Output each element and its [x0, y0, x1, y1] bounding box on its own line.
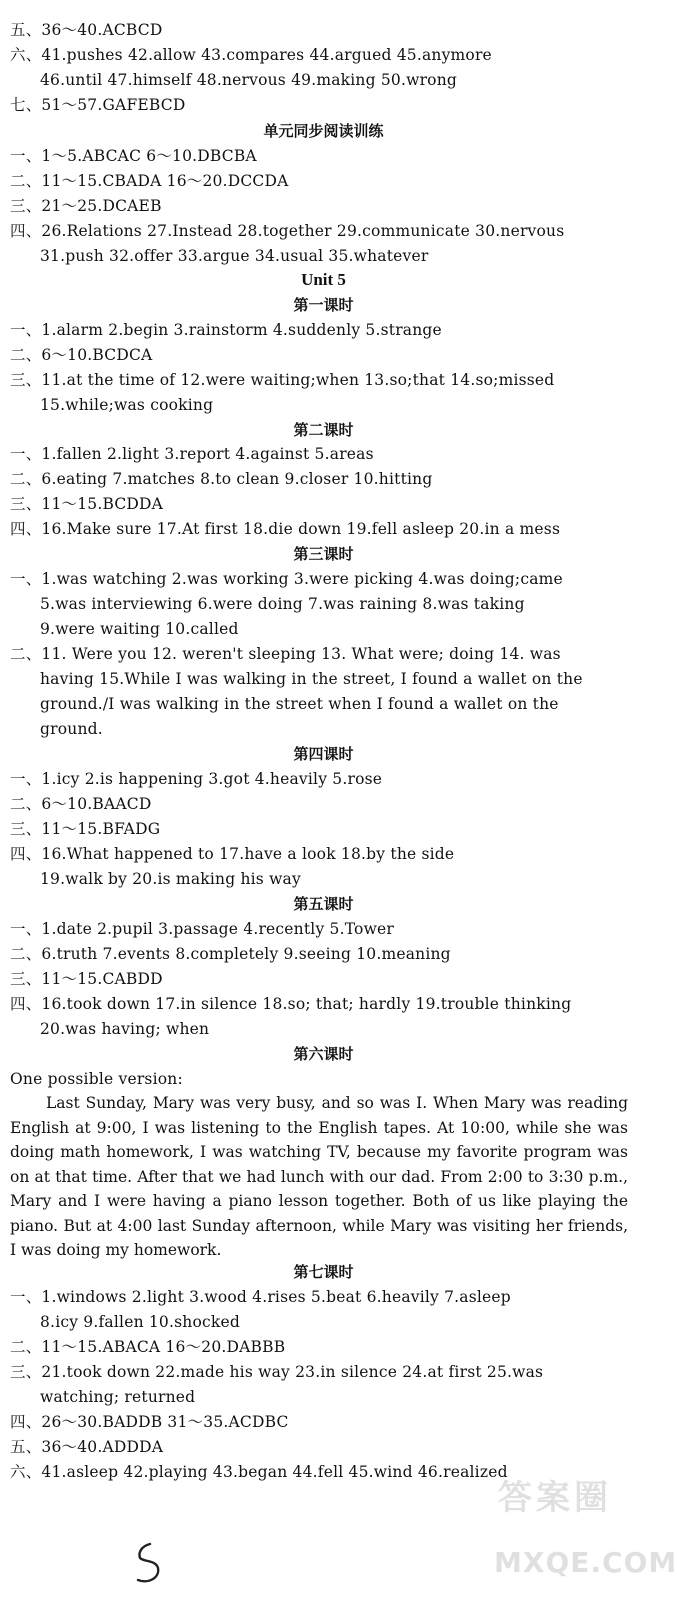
answer-line: 20.was having; when — [40, 1020, 210, 1038]
answer-line: 二、11. Were you 12. weren't sleeping 13. What were; doing 14. was — [10, 645, 561, 663]
answer-line: ground. — [40, 720, 103, 738]
answer-line: 三、21～25.DCAEB — [10, 197, 162, 215]
answer-line: 四、26～30.BADDB 31～35.ACDBC — [10, 1413, 289, 1431]
watermark-title: 答案圈 — [498, 1478, 612, 1518]
answer-line: ground./I was walking in the street when I found a wallet on the — [40, 695, 559, 713]
essay-paragraph: Last Sunday, Mary was very busy, and so was I. When Mary was reading English at 9:00, I was listening to the English tapes. At 10:00, while she was doing math homework, I was watching TV, because my favorite program was on at that time. After that we had lunch with our dad. From 2:00 to 3:30 p.m., Mary and I were having a piano lesson together. Both of us like playing the piano. But at 4:00 last Sunday afternoon, while Mary was visiting her friends, I was doing my homework. — [10, 1094, 628, 1259]
answer-line: 四、16.What happened to 17.have a look 18.by the side — [10, 845, 455, 863]
answer-line: 二、6～10.BAACD — [10, 795, 152, 813]
handwritten-mark — [120, 1538, 180, 1588]
answer-line: 5.was interviewing 6.were doing 7.was raining 8.was taking — [40, 595, 525, 613]
answer-line: 8.icy 9.fallen 10.shocked — [40, 1313, 240, 1331]
answer-line: 三、11.at the time of 12.were waiting;when 13.so;that 14.so;missed — [10, 371, 555, 389]
answer-line: 二、6～10.BCDCA — [10, 346, 153, 364]
watermark-logo — [490, 1470, 677, 1585]
answer-line: 15.while;was cooking — [40, 396, 214, 414]
answer-line: 三、11～15.BFADG — [10, 820, 161, 838]
answer-line: 19.walk by 20.is making his way — [40, 870, 301, 888]
lesson-heading: 第七课时 — [293, 1263, 354, 1281]
answer-line: 一、1.fallen 2.light 3.report 4.against 5.areas — [10, 445, 374, 463]
answer-line: 一、1～5.ABCAC 6～10.DBCBA — [10, 147, 257, 165]
lesson-heading: 第三课时 — [293, 545, 354, 563]
answer-line: 二、11～15.ABACA 16～20.DABBB — [10, 1338, 286, 1356]
answer-line: 三、11～15.CABDD — [10, 970, 163, 988]
answer-line: 一、1.icy 2.is happening 3.got 4.heavily 5.rose — [10, 770, 383, 788]
lesson-heading: 第一课时 — [293, 296, 354, 314]
lesson-heading: 第四课时 — [293, 745, 354, 763]
answer-line: 四、16.took down 17.in silence 18.so; that; hardly 19.trouble thinking — [10, 995, 572, 1013]
answer-line: 一、1.date 2.pupil 3.passage 4.recently 5.Tower — [10, 920, 395, 938]
answer-line: 七、51～57.GAFEBCD — [10, 96, 186, 114]
answer-line: 二、11～15.CBADA 16～20.DCCDA — [10, 172, 289, 190]
answer-line: 四、16.Make sure 17.At first 18.die down 19.fell asleep 20.in a mess — [10, 520, 561, 538]
lesson-heading: 第五课时 — [293, 895, 354, 913]
answer-line: 六、41.pushes 42.allow 43.compares 44.argued 45.anymore — [10, 46, 492, 64]
answer-line: having 15.While I was walking in the street, I found a wallet on the — [40, 670, 583, 688]
answer-line: 9.were waiting 10.called — [40, 620, 239, 638]
answer-line: 五、36～40.ACBCD — [10, 21, 163, 39]
answer-line: 一、1.windows 2.light 3.wood 4.rises 5.beat 6.heavily 7.asleep — [10, 1288, 511, 1306]
answer-line: 31.push 32.offer 33.argue 34.usual 35.whatever — [40, 247, 429, 265]
answer-line: 五、36～40.ADDDA — [10, 1438, 164, 1456]
unit-title: Unit 5 — [301, 270, 346, 289]
answer-line: 三、11～15.BCDDA — [10, 495, 164, 513]
answer-line: 三、21.took down 22.made his way 23.in silence 24.at first 25.was — [10, 1363, 544, 1381]
answer-line: 二、6.eating 7.matches 8.to clean 9.closer 10.hitting — [10, 470, 433, 488]
answer-line: 四、26.Relations 27.Instead 28.together 29.communicate 30.nervous — [10, 222, 565, 240]
section-heading: 单元同步阅读训练 — [263, 122, 384, 140]
watermark-url: MXQE.COM — [494, 1546, 677, 1579]
sample-essay — [10, 1091, 628, 1263]
answer-line: watching; returned — [40, 1388, 196, 1406]
answer-line: 一、1.alarm 2.begin 3.rainstorm 4.suddenly 5.strange — [10, 321, 442, 339]
answer-line: 六、41.asleep 42.playing 43.began 44.fell 45.wind 46.realized — [10, 1463, 508, 1481]
answer-line: 一、1.was watching 2.was working 3.were picking 4.was doing;came — [10, 570, 563, 588]
essay-intro: One possible version: — [10, 1070, 183, 1088]
lesson-heading: 第六课时 — [293, 1045, 354, 1063]
answer-line: 46.until 47.himself 48.nervous 49.making 50.wrong — [40, 71, 458, 89]
answer-line: 二、6.truth 7.events 8.completely 9.seeing 10.meaning — [10, 945, 451, 963]
lesson-heading: 第二课时 — [293, 421, 354, 439]
